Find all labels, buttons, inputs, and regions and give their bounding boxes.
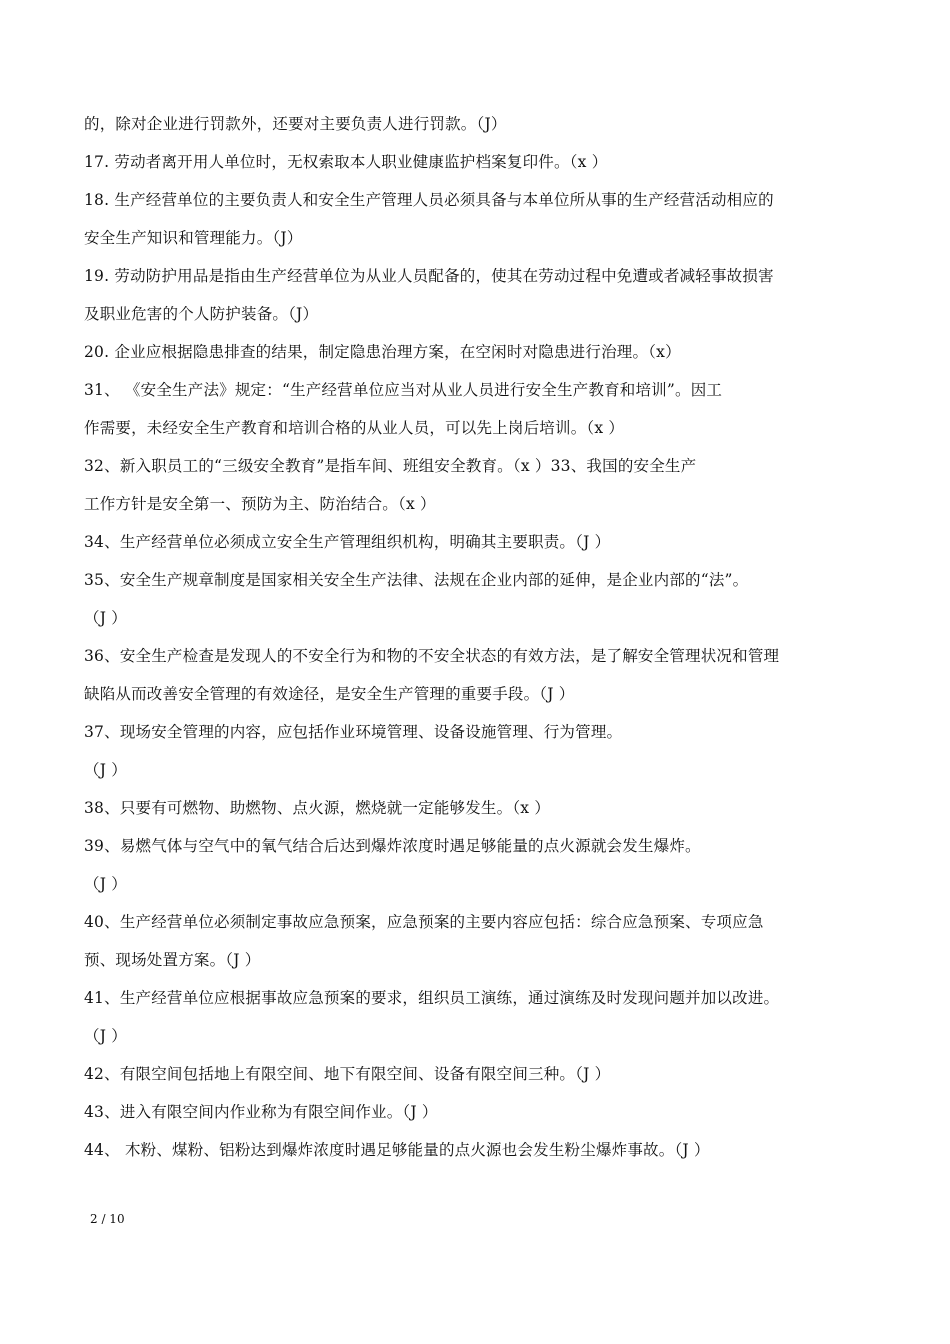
text-line: 预、现场处置方案。（J ）: [84, 951, 261, 969]
text-line: 20. 企业应根据隐患排查的结果，制定隐患治理方案，在空闲时对隐患进行治理。（x）: [84, 343, 681, 361]
text-line: 40、生产经营单位必须制定事故应急预案，应急预案的主要内容应包括：综合应急预案、专项应急: [84, 913, 764, 931]
text-line: （J ）: [84, 875, 127, 893]
text-line: 38、只要有可燃物、助燃物、点火源，燃烧就一定能够发生。（x ）: [84, 799, 551, 817]
text-line: 36、安全生产检查是发现人的不安全行为和物的不安全状态的有效方法，是了解安全管理状况和管理: [84, 647, 780, 665]
page-number: 2 / 10: [90, 1212, 125, 1226]
text-line: 32、新入职员工的“三级安全教育”是指车间、班组安全教育。（x ）33、我国的安全生产: [84, 457, 697, 475]
text-line: 43、进入有限空间内作业称为有限空间作业。（J ）: [84, 1103, 438, 1121]
text-line: 39、易燃气体与空气中的氧气结合后达到爆炸浓度时遇足够能量的点火源就会发生爆炸。: [84, 837, 701, 855]
text-line: 34、生产经营单位必须成立安全生产管理组织机构，明确其主要职责。（J ）: [84, 533, 611, 551]
text-line: （J ）: [84, 1027, 127, 1045]
text-line: 19. 劳动防护用品是指由生产经营单位为从业人员配备的，使其在劳动过程中免遭或者减轻事故损害: [84, 267, 774, 285]
text-line: 工作方针是安全第一、预防为主、防治结合。（x ）: [84, 495, 436, 513]
text-line: 42、有限空间包括地上有限空间、地下有限空间、设备有限空间三种。（J ）: [84, 1065, 611, 1083]
text-line: 31、 《安全生产法》规定：“生产经营单位应当对从业人员进行安全生产教育和培训”。因工: [84, 381, 723, 399]
text-line: 及职业危害的个人防护装备。（J）: [84, 305, 319, 323]
text-line: 17. 劳动者离开用人单位时，无权索取本人职业健康监护档案复印件。（x ）: [84, 153, 608, 171]
text-line: 41、生产经营单位应根据事故应急预案的要求，组织员工演练，通过演练及时发现问题并加以改进。: [84, 989, 780, 1007]
text-line: 的，除对企业进行罚款外，还要对主要负责人进行罚款。（J）: [84, 115, 507, 133]
text-line: 作需要，未经安全生产教育和培训合格的从业人员，可以先上岗后培训。（x ）: [84, 419, 625, 437]
text-line: 18. 生产经营单位的主要负责人和安全生产管理人员必须具备与本单位所从事的生产经营活动相应的: [84, 191, 774, 209]
text-line: 37、现场安全管理的内容，应包括作业环境管理、设备设施管理、行为管理。: [84, 723, 623, 741]
text-line: 35、安全生产规章制度是国家相关安全生产法律、法规在企业内部的延伸，是企业内部的“法”。: [84, 571, 749, 589]
text-line: （J ）: [84, 761, 127, 779]
text-line: （J ）: [84, 609, 127, 627]
text-line: 安全生产知识和管理能力。（J）: [84, 229, 303, 247]
text-line: 缺陷从而改善安全管理的有效途径，是安全生产管理的重要手段。（J ）: [84, 685, 575, 703]
text-line: 44、 木粉、煤粉、铝粉达到爆炸浓度时遇足够能量的点火源也会发生粉尘爆炸事故。（J ）: [84, 1141, 710, 1159]
